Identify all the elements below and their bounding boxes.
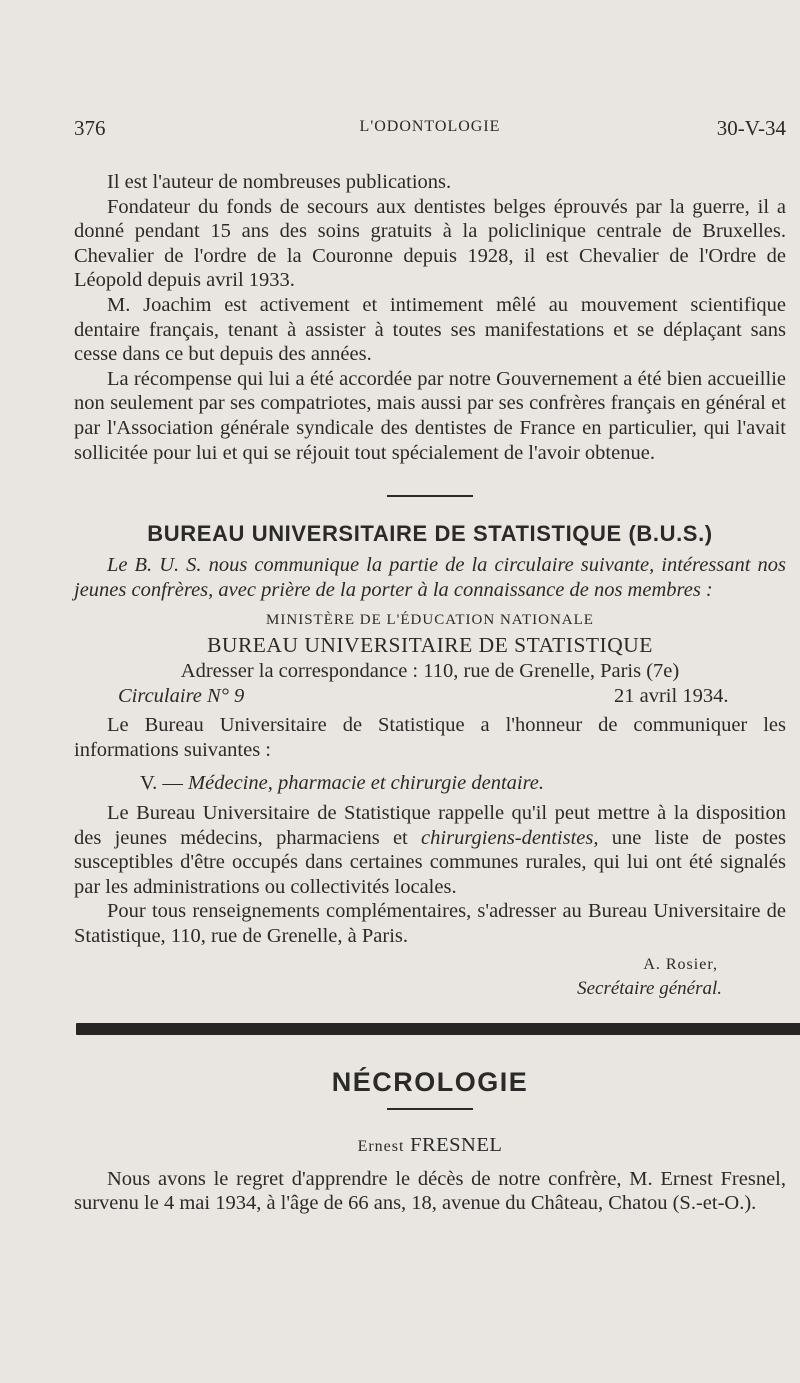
circular-date: 21 avril 1934. — [614, 685, 729, 708]
signature-title: Secrétaire général. — [577, 977, 722, 999]
section-number: V. — — [140, 771, 189, 794]
paragraph-fondateur: Fondateur du fonds de secours aux dentistes belges éprouvés par la guerre, il a donné pendant 15 ans des soins gratuits à la policlinique centrale de Bruxelles. Chevalier de l'ordre de la Couronne depuis 1928, il est Chevalier de l'Ordre de Léopold depuis avril 1933. — [74, 195, 786, 292]
signature-name: A. Rosier, — [643, 955, 718, 973]
necrologie-divider — [387, 1108, 473, 1110]
circular-number: Circulaire N° 9 — [118, 685, 245, 708]
contact-paragraph: Pour tous renseignements complémentaires, s'adresser au Bureau Universitaire de Statistique, 110, rue de Grenelle, à Paris. — [74, 900, 786, 948]
thick-divider — [76, 1023, 800, 1035]
office-title: BUREAU UNIVERSITAIRE DE STATISTIQUE — [207, 633, 653, 658]
ministry-line: MINISTÈRE DE L'ÉDUCATION NATIONALE — [266, 612, 594, 629]
circular-line — [74, 685, 786, 713]
necrologie-title: NÉCROLOGIE — [331, 1066, 529, 1097]
page-number: 376 — [74, 116, 106, 140]
info-paragraph: Le Bureau Universitaire de Statistique a l'honneur de communiquer les informations suivantes : — [74, 714, 786, 761]
issue-date: 30-V-34 — [716, 116, 786, 140]
address-line: Adresser la correspondance : 110, rue de Grenelle, Paris (7e) — [180, 660, 680, 683]
bus-intro-paragraph: Le B. U. S. nous communique la partie de la circulaire suivante, intéressant nos jeunes confrères, avec prière de la porter à la connaissance de nos membres : — [74, 554, 786, 601]
bus-section-title: BUREAU UNIVERSITAIRE DE STATISTIQUE (B.U.S.) — [147, 521, 713, 547]
page-content — [74, 170, 786, 1216]
section-divider — [387, 495, 473, 497]
paragraph-joachim: M. Joachim est activement et intimement mêlé au mouvement scientifique dentaire français, tenant à assister à toutes ses manifestations et se déplaçant sans cesse dans ce but depuis des années. — [74, 293, 786, 366]
deceased-name — [74, 1134, 786, 1157]
signature-block — [74, 953, 786, 1001]
list-paragraph — [74, 801, 786, 899]
list-text-b: une liste de postes susceptibles d'être occupés dans certaines communes rurales, qui lui ont été signalés par les administrations ou collectivités locales. — [74, 826, 786, 898]
paragraph-publications: Il est l'auteur de nombreuses publications. — [107, 171, 452, 193]
journal-title: L'ODONTOLOGIE — [359, 118, 501, 135]
necrologie-text: Nous avons le regret d'apprendre le décès de notre confrère, M. Ernest Fresnel, survenu le 4 mai 1934, à l'âge de 66 ans, 18, avenue du Château, Chatou (S.-et-O.). — [74, 1167, 786, 1215]
section-title: Médecine, pharmacie et chirurgie dentaire. — [188, 771, 545, 794]
deceased-last-name: FRESNEL — [410, 1133, 503, 1156]
running-header — [74, 116, 786, 144]
list-text-a: Le Bureau Universitaire de Statistique rappelle qu'il peut mettre à la disposition des jeunes médecins, pharmaciens et — [74, 802, 786, 849]
section-heading-v — [74, 771, 786, 796]
paragraph-recompense: La récompense qui lui a été accordée par notre Gouvernement a été bien accueillie non seulement par ses compatriotes, mais aussi par ses confrères français en général et par l'Association générale syndicale des dentistes de France en particulier, qui l'avait sollicitée pour lui et qui se réjouit tout spécialement de l'avoir obtenue. — [74, 367, 786, 464]
deceased-first-name: Ernest — [357, 1137, 405, 1155]
list-text-italic: chirurgiens-dentistes, — [421, 826, 599, 849]
